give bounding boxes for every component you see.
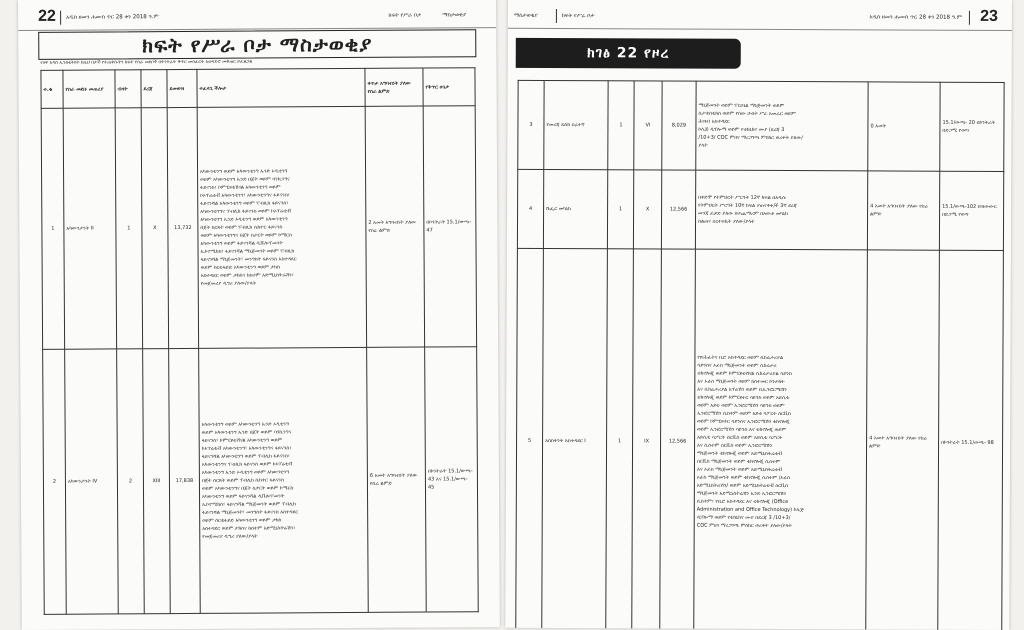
requirement-line: የመጀመሪያ ዲግሪ ያለው/ያላት	[200, 280, 257, 287]
requirement-line: ፋይናንሻል አካውንቲንግ ወይም ፐብሊክ ፋይናንስ፣	[201, 453, 290, 460]
requirement-line: ፋይናንሻል አካውንቲንግ ወይም ፐብሊክ ፋይናንስ፣	[200, 200, 289, 207]
job-status: በኮንትራት 15.1/ውጫ- 98	[938, 250, 1004, 630]
requirement-line: አካውንቲንግ ወይም ፋይናንሻል ዲቬሎፕመንት	[202, 493, 285, 500]
requirement-line: የመጀመሪያ ዲግሪ ያለው/ያላት	[202, 533, 258, 540]
requirement-line: እና ሴክሬታሪያል አፕሬሽን ወይም ቢኢንፎርሜሽን	[697, 386, 787, 394]
requirement-line: ማኔጅመንት ወይም ፐርሶኔል ማኔጅመንት ወይም	[698, 102, 785, 110]
requirement-line: አድሚኒስትሬሽን/ ወይም አድሚኒስትሬቲቭ ሰርቪስ	[696, 482, 789, 490]
job-status: 15.1/ውጫ- 20 በኮንትራት በድጋሚ የወጣ	[940, 82, 1004, 171]
row-number: 4	[517, 169, 543, 248]
requirement-line: ወይም ስርቲፋይድ አካውንቲንግ ወይም ታክስ	[200, 264, 280, 271]
job-grade: XIII	[143, 349, 171, 614]
job-status: 15.1/ውጫ-102 በዝውውር በድጋሚ የወጣ	[939, 171, 1003, 250]
col-header-status: የቅጥር ሁኔታ	[423, 68, 475, 106]
col-header-grade: ደረጃ	[141, 70, 167, 108]
requirement-line: ኮኦፕሬቲቭ አካውንቲንግ፣ አካውንቲንግና ፋይናንስ፣	[200, 192, 290, 199]
job-experience: 4 አመት አግባብነት ያለው የስራ ልምድ	[867, 171, 939, 250]
jobs-table	[515, 80, 1004, 630]
requirement-line: ወይም ኮምፒዩተር ሳይንስና ኢንፎርሜሽን ቴክኖሎጂ	[697, 418, 790, 426]
requirement-line: አካውንቲንግ ወይም ፋይናንሻል ዲቬሎፕመንት	[200, 240, 283, 247]
job-experience: 4 አመት አግባብነት ያለው የስራ ልምድ	[866, 250, 940, 630]
table-header-row	[41, 68, 475, 109]
requirement-line: Administration and Office Technology) ኮሌጅ	[696, 506, 804, 514]
job-title: አስስትንት አስተዳደር I	[542, 248, 608, 630]
job-status: በኮንትራት 15.1/ውጫ- 47	[423, 106, 476, 347]
page-header	[508, 6, 1012, 31]
requirement-line: የትምህርት ሥርዓት 10ኛ ክፍል ያጠናቀቀ/ች 3ኛ ደረጃ	[698, 202, 797, 210]
row-number: 1	[41, 108, 64, 349]
requirement-line: የጽሕፈትና ቢሮ አስተዳደር ወይም ሴክሬታሪያል	[697, 354, 784, 362]
table-row	[41, 106, 476, 350]
section-label: ክፍት የሥራ ቦታ	[388, 12, 422, 19]
header-divider	[556, 9, 557, 23]
job-grade: VI	[634, 81, 662, 170]
requirement-line: አካውንቲንግና ፐብሊክ ፋይናንስ ወይም ኮኦፕሬቲቭ	[201, 461, 293, 468]
page-number: 23	[980, 7, 998, 25]
requirement-line: አስተዳደር ወይም ታክስና ከስተም አድሚኒስትሬሽን፣	[200, 272, 294, 279]
job-requirements	[197, 106, 366, 348]
job-salary: 12,566	[661, 170, 695, 249]
requirement-line: ዲፕሎማ ወይም የቴክኒክና ሙያ በደረጃ 3 /10+3/	[696, 514, 791, 522]
row-number: 5	[516, 248, 544, 630]
job-salary: 13,732	[167, 107, 198, 348]
requirement-line: ማኔጅመንት አድሚኒስትሬሽን ኤንድ ኢንፎርሜሽን	[696, 490, 787, 498]
requirement-line: እና ሲስተም ሰርቪስ ወይም ኢንፎርሜሽን	[697, 442, 773, 449]
requirement-line: እና ኦፊስ ማኔጅመንት ወይም ከስተመር ኮንታክት	[697, 378, 785, 386]
advert-intro: የሀዋ አዳስ ኢንስቲትዩት ከዚህ በታች የተጠቀሱትን ክፍት የስራ መደቦች በትንትራት ቅጥር መስፈርት አወዳድሮ መቅጠር ይፈልጋል	[40, 59, 253, 66]
requirement-line: እና ኦፊስ ማኔጅመንት ወይም አድሚኒስትሬቲቭ	[696, 466, 783, 474]
requirement-line: አካውንቲንግ ኤንድ ኦዲቲንግ ወይም አካውንቲንግ	[200, 216, 288, 223]
job-title: የመረጃ ዴስክ ሰራተኛ	[544, 80, 608, 169]
col-header-requirements: ተፈላጊ ችሎታ	[197, 68, 365, 107]
row-number: 2	[43, 349, 67, 614]
job-requirements	[695, 170, 867, 250]
job-salary: 17,838	[169, 348, 201, 613]
requirement-line: ኮኦፕሬቲቭ አካውንቲንግ፣ አካውንቲንግና ፋይናንስ፣	[201, 445, 292, 452]
requirement-line: ቴክኖሎጂ ወይም ኮምፒዩተር ሳይንስ ወይም አይሲቲ	[697, 394, 790, 402]
job-quantity: 1	[608, 81, 634, 170]
page-number: 22	[38, 7, 56, 25]
job-quantity: 1	[606, 249, 634, 630]
requirement-line: ሕዝብ አስተዳደር	[698, 118, 730, 125]
requirement-line: ፋይናንስ፣ ኮምፒዩቴሽናል አካውንቲንግ ወይም	[201, 437, 283, 444]
requirement-line: ሰርቪስ ማኔጅመንት ወይም ቴክኖሎጂ ሲስተም	[696, 458, 781, 465]
requirement-line: ፋይናንስ፣ ኮምፒዩቴሽናል አካውንቲንግ ወይም	[200, 184, 281, 191]
requirement-line: አይሲቲ ሳፖርት ሰርቪስ ወይም አይሲቲ ሳፖርት	[697, 434, 783, 442]
section-label: ማስታወቂያ	[513, 12, 538, 19]
col-header-no: ተ.ቁ	[41, 70, 63, 108]
requirement-line: ሳይንስና ኦፊስ ማኔጅመንት ወይም ሴክሬታሪ	[697, 362, 777, 369]
requirement-line: አካውንቲንግ ወይም አካውንቲንግ ኤንድ ኦዲቲንግ	[200, 168, 288, 175]
requirement-line: ኮሌጅ ዲፕሎማ ወይም የቴክኒክና ሙያ (ደረጃ 3	[698, 126, 785, 134]
advert-title: ክፍት የሥራ ቦታ ማስታወቂያ	[38, 29, 476, 60]
section-label-2: ማስታወቂያ	[442, 12, 467, 19]
requirement-line: በጀት ስርጸት ወይም ፐብሊክ ሴክተር ፋይናንስ	[201, 477, 284, 484]
requirement-line: ቴክኖሎጂ ወይም ኮምፒዩቴሽናል ሴክሬታሪያል ሳይንስ	[697, 370, 792, 378]
job-grade: X	[141, 108, 168, 349]
requirement-line: መንጃ ፈቃድ ያለው በተጨማሪም በአውቶ መካኒክ	[698, 210, 788, 218]
requirement-line: ስልጠና ሰርተፍኬት ያለው/ያላት	[698, 218, 755, 225]
job-salary: 12,566	[660, 249, 696, 630]
job-quantity: 1	[115, 108, 142, 349]
job-status: በኮንትራት 15.1/ውጫ- 43 እና 15.1/ውጫ- 45	[425, 347, 479, 612]
requirement-line: ሴታቴስቲክስ ወይም የሰው ኃብት ሥራ አመራር ወይም	[698, 110, 796, 118]
continued-from-banner: ክገፅ 22 የዞረ	[516, 38, 741, 69]
job-experience: 2 አመት አግባብነት ያለው የስራ ልምድ	[365, 106, 424, 347]
col-header-salary: ደመወዝ	[167, 69, 197, 107]
job-experience: 6 አመት አግባብነት ያለው የስራ ልምድ	[367, 347, 427, 612]
job-salary: 8,029	[662, 81, 696, 170]
requirement-line: ወይም አካውንቲንግና በጀት ስታርት ወይም ኮሜርስ	[201, 485, 294, 492]
requirement-line: ኢኮኖሚክስ፣ ፋይናንሻል ማኔጅመንት ወይም ፐብሊክ	[200, 248, 295, 255]
table-row	[43, 347, 479, 615]
requirement-line: አካውንቲንግ ኤንድ ኦዲቲንግ ወይም አካውንቲንግ	[201, 469, 290, 476]
job-requirements	[696, 81, 868, 171]
job-requirements	[694, 249, 868, 630]
job-requirements	[199, 347, 369, 613]
requirement-line: በጀት ስርጸት ወይም ፐብሊክ ሴክተር ፋይናንስ	[200, 224, 283, 231]
requirement-line: ሲስተም፣ የቢሮ አስተዳደር እና ቴክኖሎጂ (Office	[696, 498, 789, 506]
newspaper-dateline: አዲስ ዘመን ሐሙስ ጥር 28 ቀን 2018 ዓ.ም	[869, 14, 962, 21]
requirement-line: /10+3/ COC ምዘና ማረጋገጫ ምስክር ወረቀት ያለው/	[698, 134, 803, 142]
jobs-table	[40, 67, 478, 615]
requirement-line: ፋይናንሻል ማኔጅመንት፣ መንግስት ፋይናንስ አስተዳደር	[202, 509, 299, 516]
page-header	[18, 5, 496, 31]
requirement-line: አስተዳደር ወይም ታክስና ከስተም አድሚኒስትሬሽን፣	[202, 525, 296, 532]
section-label-2: ክፍት የሥራ ቦታ	[561, 13, 595, 20]
table-row	[517, 169, 1003, 250]
job-quantity: 1	[607, 170, 633, 249]
job-grade: IX	[632, 249, 662, 630]
row-number: 3	[518, 80, 544, 169]
requirement-line: ያላት	[698, 142, 708, 149]
requirement-line: ወይም አይቲ ወይም ኢንፎርሜሽን ሳይንስ ወይም	[697, 402, 785, 410]
col-header-qty: ብዛት	[115, 70, 141, 108]
col-header-experience: ቀጥታ አግባብነት ያለው የስራ ልምድ	[365, 68, 423, 106]
header-divider	[969, 11, 970, 25]
job-title: ሹፌር መካኒክ	[543, 169, 607, 248]
job-title: አካውንታንት IV	[65, 349, 119, 614]
requirement-line: ወይም አካውንቲንግ ኤንድ በጀት ወይም ባንኪንግና	[201, 429, 292, 436]
job-title: አካውንታንት II	[63, 108, 116, 349]
requirement-line: ወይም ኢንፎርሜሽን ሳይንስ እና ቴክኖሎጂ ወይም	[697, 426, 787, 434]
requirement-line: አካውንቲንግ ወይም አካውንቲንግ ኤንድ ኦዲቲንግ	[201, 421, 289, 428]
requirement-line: ፋይናንሻል ማኔጅመንት፣ መንግስት ፋይናንስ አስተዳደር	[200, 256, 297, 263]
job-experience: 0 አመት	[868, 82, 940, 171]
job-grade: X	[633, 170, 661, 249]
right-newspaper-page	[505, 0, 1012, 630]
requirement-line: ወይም አካውንቲንግ ኤንድ በጀት ወይም ባንኪንግና	[200, 176, 290, 183]
table-row	[518, 80, 1004, 171]
requirement-line: በቀድሞ የትምህርት ሥርዓት 12ኛ ክፍል በአዲሱ	[698, 194, 787, 202]
requirement-line: ኦፊስ ማኔጅመንት ወይም ቴክኖሎጂ ሲስተም /ኦፊስ	[696, 474, 790, 482]
requirement-line: ኢንፎርሜሽን ሲስተም ወይም አይቲ ሳፖርት ስርቪስ	[697, 410, 791, 418]
col-header-title: የስራ መደቡ መጠሪያ	[63, 70, 115, 108]
requirement-line: ኢኮኖሚክስ፣ ፋይናንሻል ማኔጅመንት ወይም ፐብሊክ	[202, 501, 296, 508]
table-row	[516, 248, 1004, 630]
requirement-line: ማኔጅመንት ቴክኖሎጂ ወይም አድሚኒስትሬቲቭ	[697, 450, 783, 458]
job-quantity: 2	[117, 349, 145, 614]
requirement-line: COC ምዘና ማረጋገጫ ምስክር ወረቀት ያለው/ያላት	[696, 522, 792, 530]
requirement-line: ወይም ስርቲፋይድ አካውንቲንግ ወይም ታክስ	[202, 517, 282, 524]
requirement-line: ወይም አካውንቲንግና በጀት ስታርት ወይም ኮሜርስ	[200, 232, 292, 239]
left-newspaper-page	[18, 0, 500, 630]
requirement-line: አካውንቲንግና ፐብሊክ ፋይናንስ ወይም ኮኦፕሬቲቭ	[200, 208, 291, 215]
newspaper-dateline: አዲስ ዘመን ሐሙስ ጥር 28 ቀን 2018 ዓ.ም	[66, 14, 159, 21]
header-divider	[60, 11, 61, 25]
